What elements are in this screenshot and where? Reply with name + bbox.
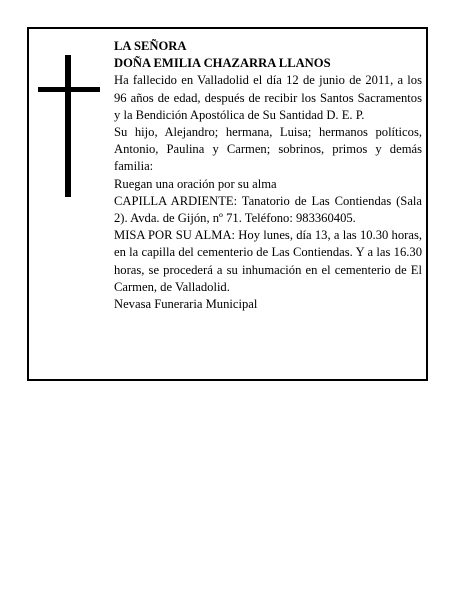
notice-heading-title: LA SEÑORA: [114, 39, 187, 53]
chapel-info: CAPILLA ARDIENTE: Tanatorio de Las Contiendas (Sala 2). Avda. de Gijón, nº 71. Teléfono: 983360405.: [114, 193, 422, 226]
deceased-name: DOÑA EMILIA CHAZARRA LLANOS: [114, 56, 331, 71]
cross-vertical-bar: [65, 55, 71, 197]
mass-info: MISA POR SU ALMA: Hoy lunes, día 13, a las 10.30 horas, en la capilla del cementerio de Las Contiendas. Y a las 16.30 horas, se procederá a su inhumación en el cementerio de El Carmen, de Valladolid.: [114, 228, 422, 294]
death-statement: Ha fallecido en Valladolid el día 12 de junio de 2011, a los 96 años de edad, después de recibir los Santos Sacramentos y la Bendición Apostólica de Su Santidad D. E. P.: [114, 73, 422, 122]
prayer-request: Ruegan una oración por su alma: [114, 176, 277, 191]
cross-horizontal-bar: [38, 87, 100, 92]
family-statement: Su hijo, Alejandro; hermana, Luisa; hermanos políticos, Antonio, Paulina y Carmen; sobrinos, primos y demás familia:: [114, 125, 422, 174]
latin-cross-icon: [38, 55, 100, 197]
funeral-home: Nevasa Funeraria Municipal: [114, 297, 258, 312]
obituary-text-block: [114, 38, 422, 313]
